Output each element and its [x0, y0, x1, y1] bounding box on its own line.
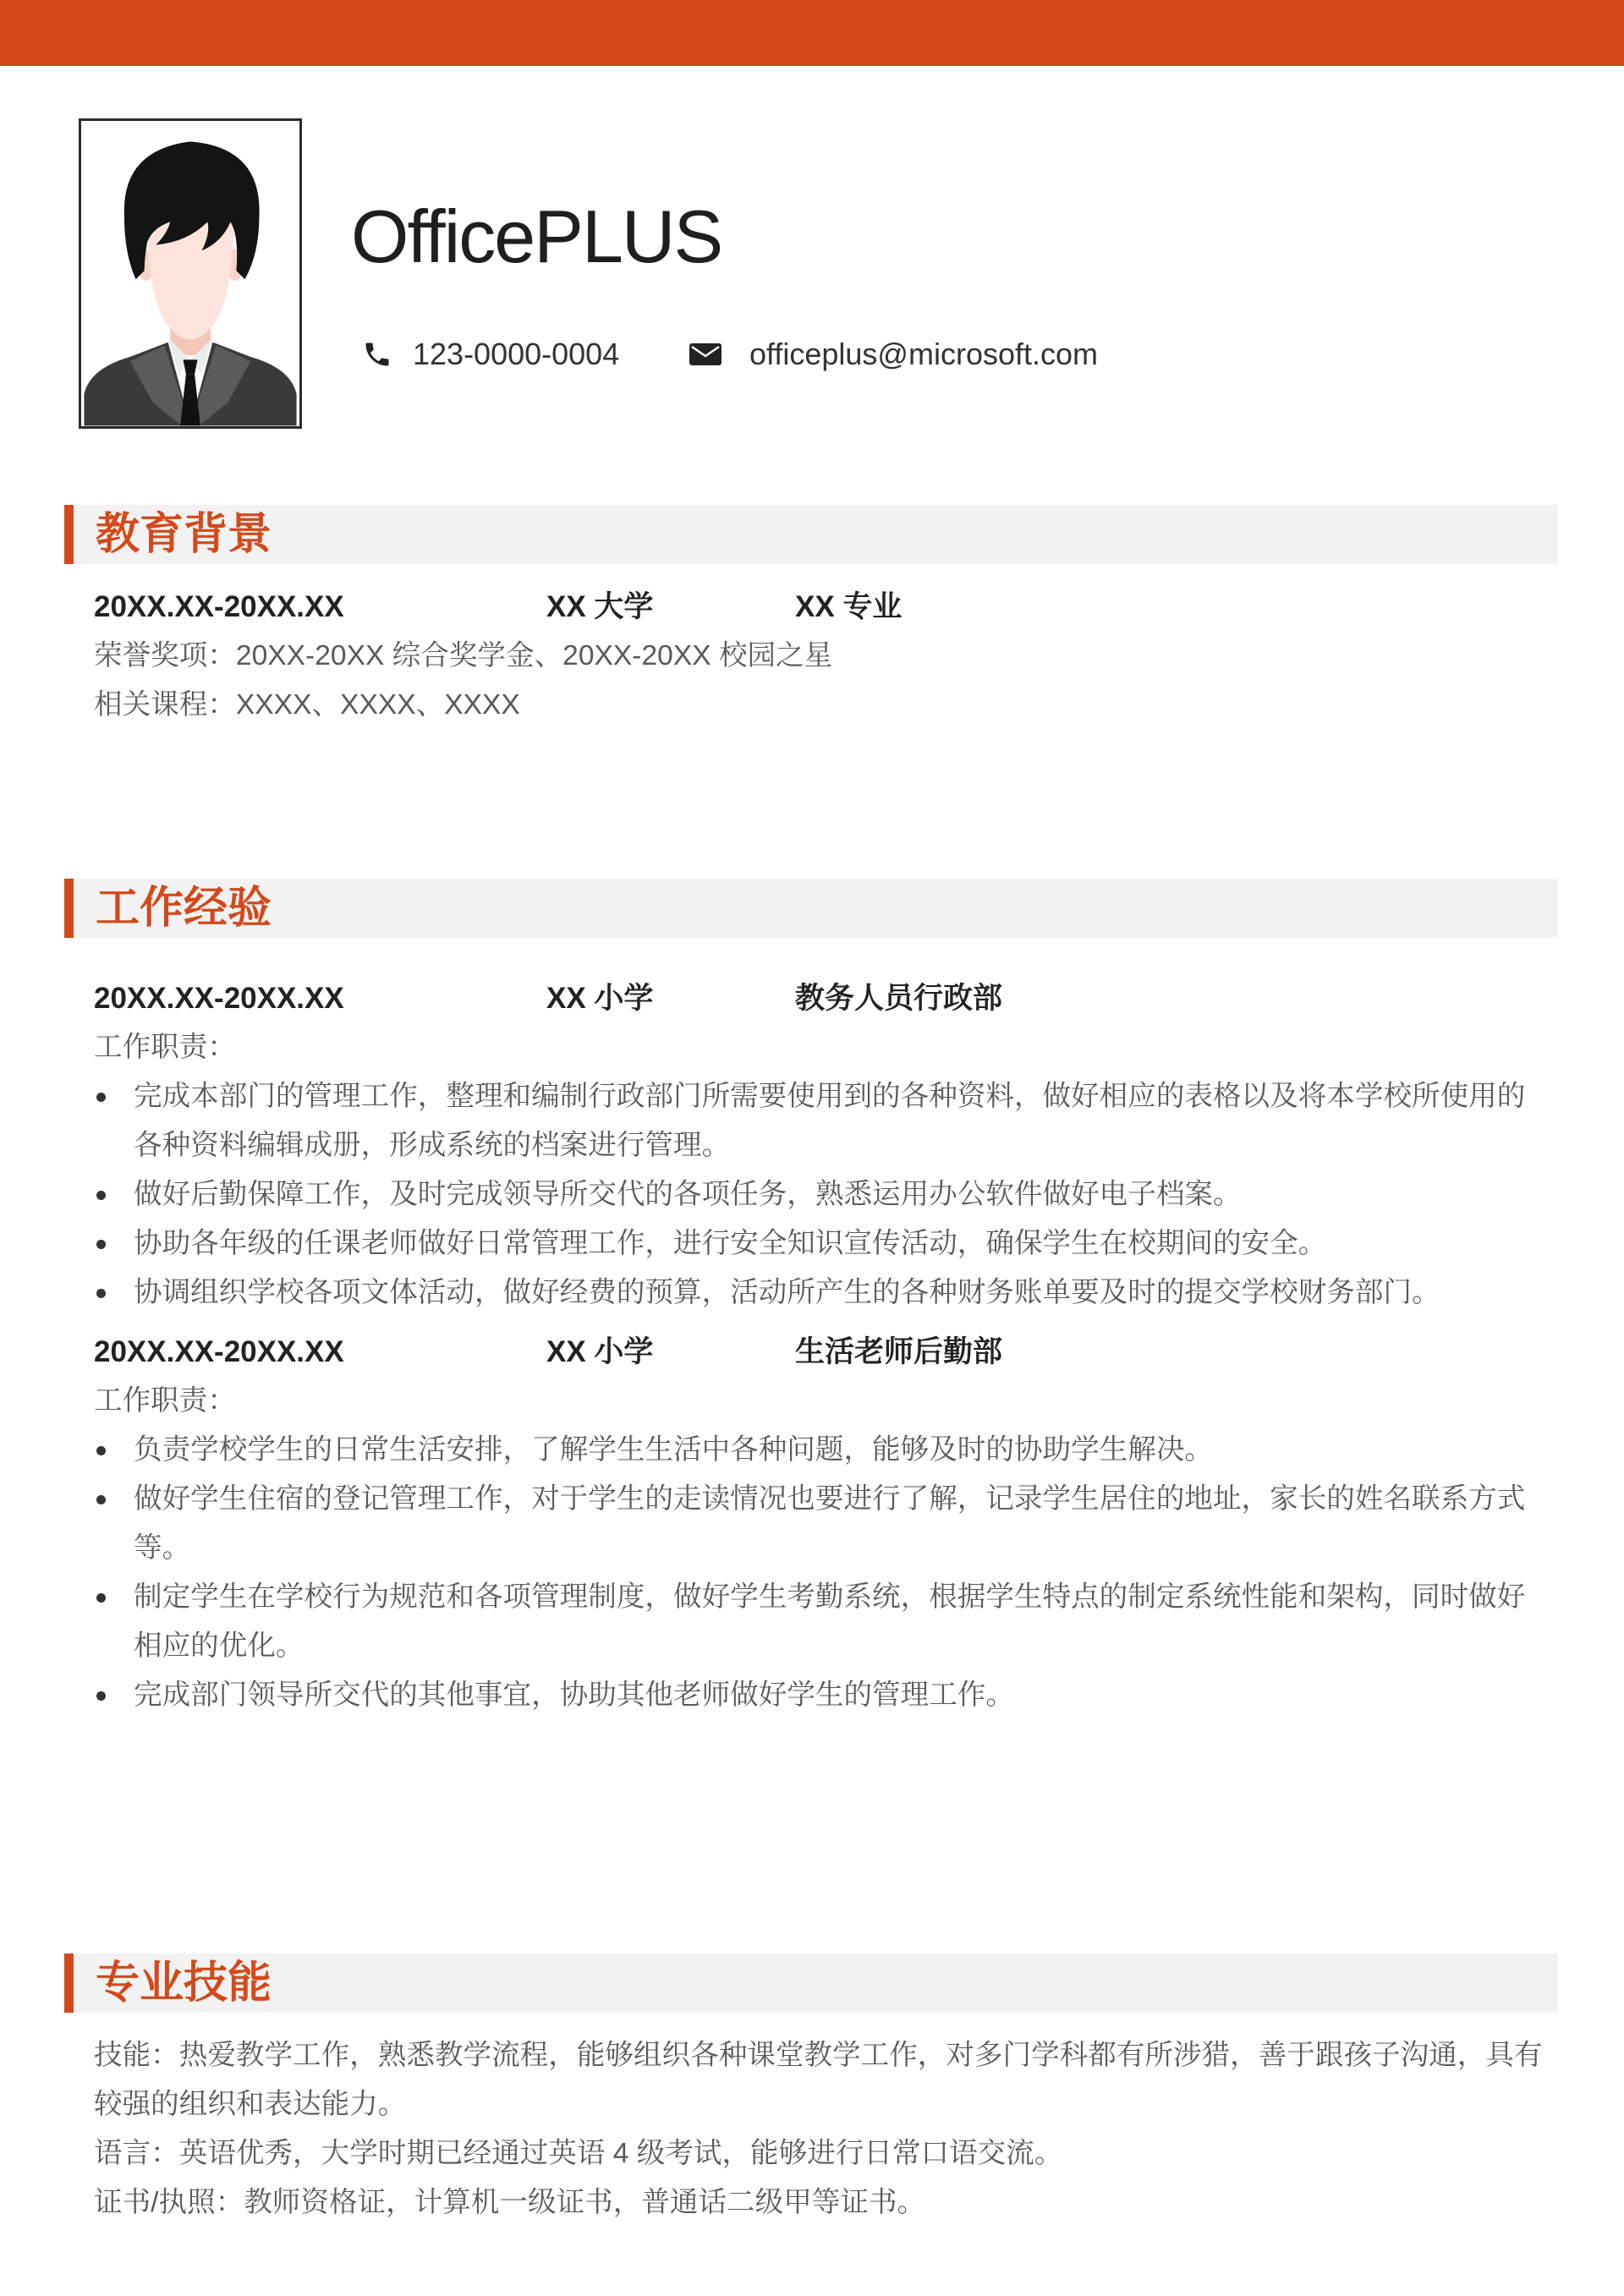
- job-entry: [94, 974, 1565, 1318]
- bullet-icon: [96, 1240, 106, 1249]
- job-role: 生活老师后勤部: [795, 1335, 1003, 1368]
- duty-text: 完成本部门的管理工作，整理和编制行政部门所需要使用到的各种资料，做好相应的表格以及将本学校所使用的各种资料编辑成册，形成系统的档案进行管理。: [134, 1081, 1526, 1161]
- duty-text: 制定学生在学校行为规范和各项管理制度，做好学生考勤系统，根据学生特点的制定系统性能和架构，同时做好相应的优化。: [134, 1581, 1526, 1662]
- job-organization: XX 小学: [546, 1335, 654, 1368]
- envelope-icon: [689, 343, 721, 365]
- education-period: 20XX.XX-20XX.XX: [94, 590, 344, 623]
- section-header: [64, 1954, 1558, 2013]
- job-period: 20XX.XX-20XX.XX: [94, 1335, 344, 1368]
- job-row: [94, 974, 1565, 1023]
- duty-text: 协调组织学校各项文体活动，做好经费的预算，活动所产生的各种财务账单要及时的提交学校财务部门。: [134, 1277, 1440, 1308]
- language-item: 语言：英语优秀，大学时期已经通过英语 4 级考试，能够进行日常口语交流。: [94, 2138, 1063, 2169]
- phone-number: 123-0000-0004: [413, 337, 620, 371]
- work-content: [64, 974, 1565, 1720]
- duty-text: 做好后勤保障工作，及时完成领导所交代的各项任务，熟悉运用办公软件做好电子档案。: [134, 1179, 1242, 1210]
- job-period: 20XX.XX-20XX.XX: [94, 982, 344, 1015]
- email-contact: [689, 333, 1098, 375]
- education-honors: 荣誉奖项：20XX-20XX 综合奖学金、20XX-20XX 校园之星: [94, 640, 833, 671]
- duty-text: 负责学校学生的日常生活安排，了解学生生活中各种问题，能够及时的协助学生解决。: [134, 1434, 1213, 1466]
- duty-item: [94, 1269, 1548, 1318]
- bullet-icon: [96, 1593, 106, 1603]
- phone-contact: [362, 333, 619, 375]
- work-section: [64, 879, 1565, 1720]
- duty-text: 做好学生住宿的登记管理工作，对于学生的走读情况也要进行了解，记录学生居住的地址，家长的姓名联系方式等。: [134, 1483, 1526, 1564]
- bullet-icon: [96, 1289, 106, 1298]
- job-entry: [94, 1328, 1565, 1720]
- education-courses: 相关课程：XXXX、XXXX、XXXX: [94, 689, 520, 721]
- email-address: officeplus@microsoft.com: [749, 337, 1099, 371]
- duty-item: [94, 1671, 1548, 1720]
- duty-item: [94, 1072, 1548, 1170]
- duties-list: [94, 1072, 1548, 1318]
- bullet-icon: [96, 1446, 106, 1455]
- duty-item: [94, 1170, 1548, 1219]
- candidate-name: OfficePLUS: [351, 195, 722, 278]
- skills-item: 技能：热爱教学工作，熟悉教学流程，能够组织各种课堂教学工作，对多门学科都有所涉猎，善于跟孩子沟通，具有较强的组织和表达能力。: [94, 2040, 1543, 2120]
- duty-item: [94, 1426, 1548, 1475]
- duties-label: 工作职责：: [94, 1385, 236, 1417]
- duty-item: [94, 1475, 1548, 1573]
- education-school: XX 大学: [546, 590, 654, 623]
- avatar-portrait-icon: [81, 121, 299, 426]
- bullet-icon: [96, 1495, 106, 1504]
- skills-section: [64, 1954, 1565, 2228]
- bullet-icon: [96, 1691, 106, 1701]
- education-content: [64, 583, 1565, 730]
- duty-item: [94, 1219, 1548, 1269]
- job-row: [94, 1328, 1565, 1377]
- section-title: 工作经验: [96, 884, 272, 933]
- education-major: XX 专业: [795, 590, 903, 623]
- bullet-icon: [96, 1093, 106, 1102]
- certificate-item: 证书/执照：教师资格证，计算机一级证书，普通话二级甲等证书。: [94, 2187, 926, 2218]
- profile-photo: [79, 118, 302, 429]
- section-title: 专业技能: [96, 1959, 272, 2008]
- duty-text: 完成部门领导所交代的其他事宜，协助其他老师做好学生的管理工作。: [134, 1680, 1014, 1711]
- section-header: [64, 879, 1558, 938]
- duty-text: 协助各年级的任课老师做好日常管理工作，进行安全知识宣传活动，确保学生在校期间的安全。: [134, 1228, 1327, 1259]
- section-header: [64, 505, 1558, 564]
- top-accent-bar: [0, 0, 1624, 66]
- job-organization: XX 小学: [546, 982, 654, 1015]
- bullet-icon: [96, 1191, 106, 1200]
- duty-item: [94, 1573, 1548, 1671]
- duties-list: [94, 1426, 1548, 1720]
- job-role: 教务人员行政部: [795, 982, 1003, 1015]
- duties-label: 工作职责：: [94, 1032, 236, 1063]
- phone-icon: [362, 339, 392, 370]
- skills-content: [64, 2031, 1565, 2228]
- section-title: 教育背景: [96, 510, 272, 559]
- education-row: [94, 583, 1565, 632]
- education-section: [64, 505, 1565, 730]
